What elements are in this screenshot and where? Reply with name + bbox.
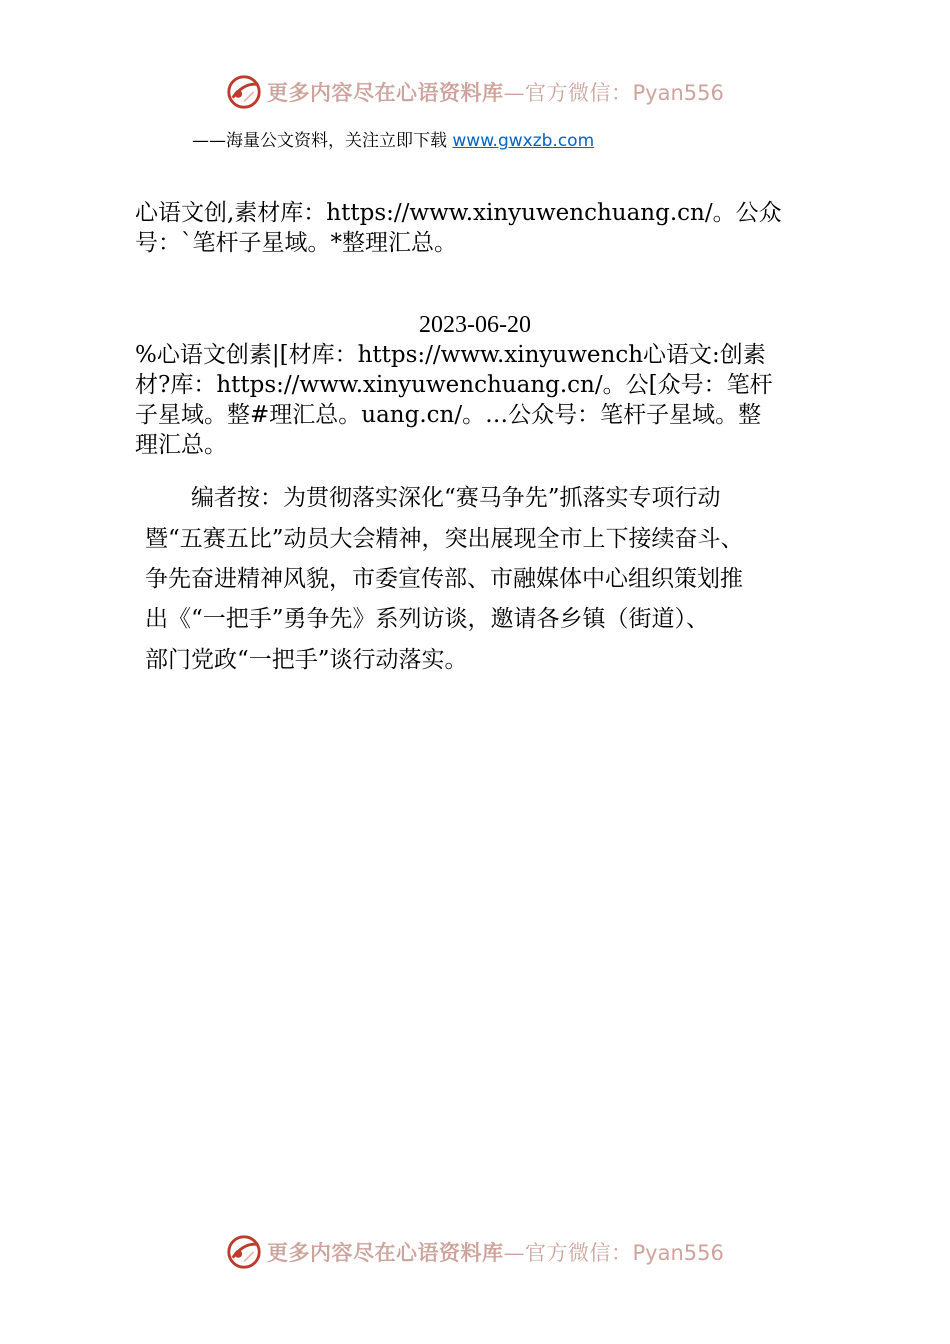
editor-note-line-4: 出《“一把手”勇争先》系列访谈，邀请各乡镇（街道）、 — [145, 606, 710, 632]
xinyu-logo-icon — [225, 73, 263, 111]
header-banner — [225, 70, 745, 114]
article-date: 2023-06-20 — [419, 312, 531, 338]
header-tagline — [192, 126, 594, 151]
noise-line-4: 理汇总。 — [135, 432, 227, 458]
noise-line-2: 材?库：https://www.xinyuwenchuang.cn/。公[众号：笔杆 — [135, 372, 773, 398]
banner-title: 更多内容尽在心语资料库 — [267, 80, 504, 105]
tagline-link[interactable]: www.gwxzb.com — [452, 131, 595, 151]
intro-line-1: 心语文创,素材库：https://www.xinyuwenchuang.cn/。公众 — [135, 200, 782, 226]
editor-note-line-3: 争先奋进精神风貌，市委宣传部、市融媒体中心组织策划推 — [145, 566, 743, 592]
editor-note-line-1: 编者按：为贯彻落实深化“赛马争先”抓落实专项行动 — [145, 485, 721, 511]
banner-wechat-label: —官方微信： — [503, 1241, 633, 1265]
banner-wechat-id: Pyan556 — [632, 81, 724, 105]
banner-wechat-label: —官方微信： — [503, 81, 633, 105]
banner-wechat-id: Pyan556 — [632, 1241, 724, 1265]
banner-text — [267, 77, 724, 107]
tagline-text: ——海量公文资料，关注立即下载 — [192, 131, 453, 151]
noise-line-3: 子星域。整#理汇总。uang.cn/。…公众号：笔杆子星域。整 — [135, 402, 762, 428]
noise-line-1: %心语文创素|[材库：https://www.xinyuwench心语文:创素 — [135, 342, 766, 368]
banner-text — [267, 1237, 724, 1267]
banner-title: 更多内容尽在心语资料库 — [267, 1240, 504, 1265]
xinyu-logo-icon — [225, 1233, 263, 1271]
intro-line-2: 号：`笔杆子星域。*整理汇总。 — [135, 230, 457, 256]
editor-note-line-5: 部门党政“一把手”谈行动落实。 — [145, 647, 468, 673]
footer-banner — [225, 1230, 745, 1274]
editor-note-line-2: 暨“五赛五比”动员大会精神，突出展现全市上下接续奋斗、 — [145, 526, 744, 552]
